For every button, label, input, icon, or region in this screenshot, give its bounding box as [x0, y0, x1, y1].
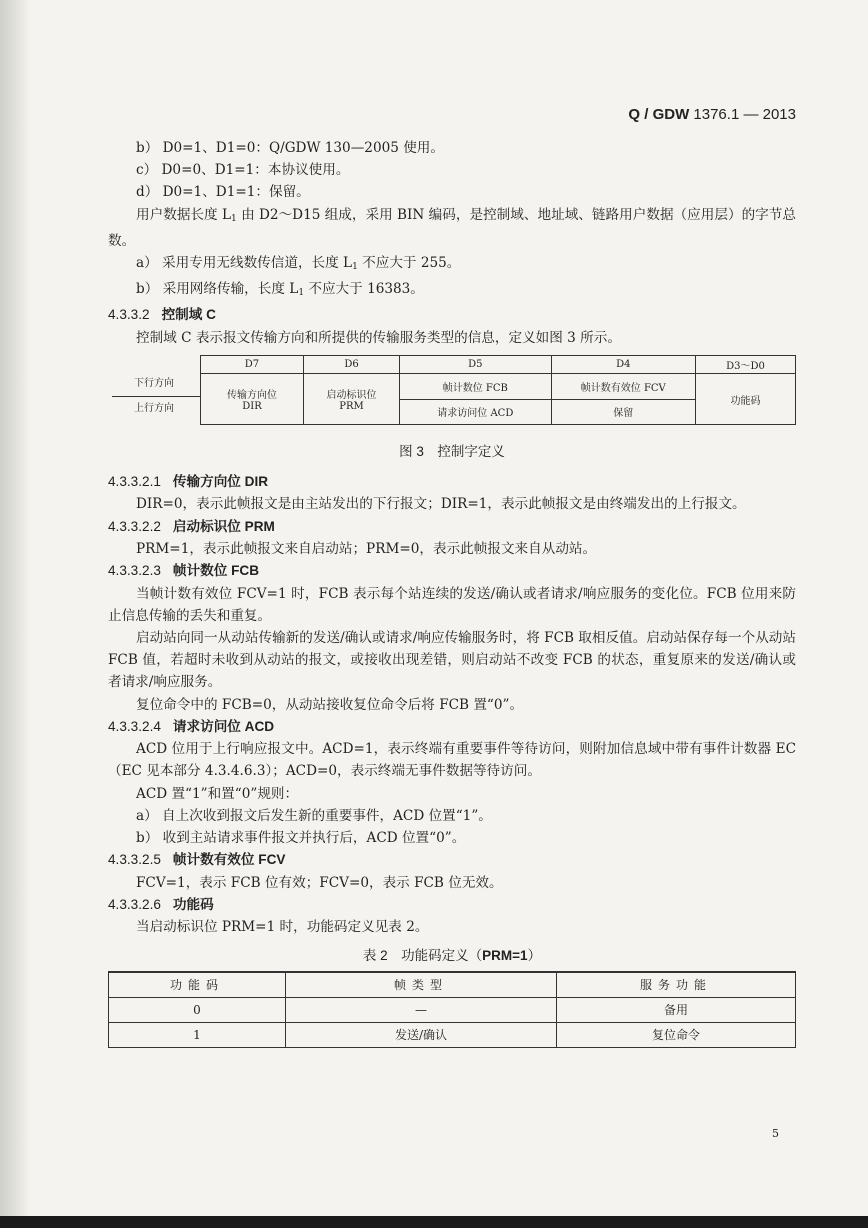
bit-header: D3～D0 — [696, 356, 796, 374]
table-cell: — — [286, 997, 557, 1022]
figure-control-word — [108, 355, 796, 435]
page-number: 5 — [772, 1127, 779, 1140]
paragraph: FCV=1，表示 FCB 位有效；FCV=0，表示 FCB 位无效。 — [136, 874, 503, 891]
column-header: 功能码 — [109, 972, 286, 998]
bit-header: D6 — [303, 356, 399, 374]
table-cell: 复位命令 — [557, 1022, 796, 1047]
paragraph: 当启动标识位 PRM=1 时，功能码定义见表 2。 — [136, 919, 429, 936]
section-heading: 4.3.3.2.3 帧计数位 FCB — [108, 563, 260, 579]
scan-bottom-edge — [0, 1216, 868, 1228]
list-item: a） 自上次收到报文后发生新的重要事件，ACD 位置“1”。 — [136, 807, 492, 824]
table-cell: 备用 — [557, 997, 796, 1022]
paragraph: PRM=1，表示此帧报文来自启动站；PRM=0，表示此帧报文来自从动站。 — [136, 541, 597, 558]
document-body — [108, 137, 796, 1048]
column-header: 服务功能 — [557, 972, 796, 998]
section-heading: 4.3.3.2.1 传输方向位 DIR — [108, 474, 269, 490]
table-caption: 表 2 功能码定义（PRM=1） — [362, 947, 542, 963]
table-row — [109, 997, 796, 1022]
fcv-cell: 帧计数有效位 FCV — [551, 374, 696, 400]
list-item: b） 收到主站请求事件报文并执行后，ACD 位置“0”。 — [136, 830, 466, 847]
control-word-table — [200, 355, 796, 425]
paragraph: ACD 置“1”和置“0”规则： — [136, 785, 299, 802]
paragraph-length: 用户数据长度 $L_1$ 由 D2～D15 组成，采用 BIN 编码，是控制域、地址域、链路用户数据（应用层）的字节总数。 — [108, 206, 796, 249]
function-code-table — [108, 971, 796, 1048]
paragraph: DIR=0，表示此帧报文是由主站发出的下行报文；DIR=1，表示此帧报文是由终端发出的上行报文。 — [136, 496, 746, 513]
table-row — [109, 1022, 796, 1047]
paragraph: ACD 位用于上行响应报文中。ACD=1，表示终端有重要事件等待访问，则附加信息域中带有事件计数器 EC（EC 见本部分 4.3.4.6.3）；ACD=0，表示终端无事件数据等待访问。 — [108, 741, 796, 780]
section-heading: 4.3.3.2 控制域 C — [108, 307, 216, 323]
list-item: b） 采用网络传输，长度 $L_1$ 不应大于 16383。 — [136, 281, 424, 299]
section-heading: 4.3.3.2.2 启动标识位 PRM — [108, 518, 275, 534]
row-label-down: 下行方向 — [134, 378, 174, 390]
page-binding-shadow — [0, 0, 30, 1228]
table-cell: 0 — [109, 997, 286, 1022]
reserved-cell: 保留 — [551, 399, 696, 425]
bit-header: D5 — [400, 356, 551, 374]
table-cell: 发送/确认 — [286, 1022, 557, 1047]
list-item: d） D0=1、D1=1：保留。 — [136, 184, 310, 201]
list-item: c） D0=0、D1=1：本协议使用。 — [136, 162, 350, 179]
paragraph: 启动站向同一从动站传输新的发送/确认或请求/响应传输服务时，将 FCB 取相反值。启动站保存每一个从动站 FCB 值，若超时未收到从动站的报文，或接收出现差错，则启动站不改变 FCB 的状态，重复原来的发送/确认或者请求/响应服务。 — [108, 630, 796, 691]
table-cell: 1 — [109, 1022, 286, 1047]
table-header-row — [109, 972, 796, 998]
section-heading: 4.3.3.2.6 功能码 — [108, 896, 214, 912]
fcb-cell: 帧计数位 FCB — [400, 374, 551, 400]
column-header: 帧类型 — [286, 972, 557, 998]
bit-header: D7 — [201, 356, 304, 374]
standard-code: Q / GDW — [628, 106, 690, 123]
acd-cell: 请求访问位 ACD — [400, 399, 551, 425]
section-heading: 4.3.3.2.5 帧计数有效位 FCV — [108, 852, 286, 868]
page-header — [628, 106, 796, 123]
bit-header: D4 — [551, 356, 696, 374]
paragraph: 复位命令中的 FCB=0，从动站接收复位命令后将 FCB 置“0”。 — [136, 696, 524, 713]
prm-cell: 启动标识位 PRM — [303, 374, 399, 425]
figure-row-labels — [108, 372, 200, 421]
standard-number: 1376.1 — 2013 — [693, 106, 796, 123]
figure-caption: 图 3 控制字定义 — [399, 444, 505, 460]
dir-cell: 传输方向位 DIR — [201, 374, 304, 425]
paragraph: 控制域 C 表示报文传输方向和所提供的传输服务类型的信息，定义如图 3 所示。 — [136, 329, 621, 346]
paragraph: 当帧计数有效位 FCV=1 时，FCB 表示每个站连续的发送/确认或者请求/响应服务的变化位。FCB 位用来防止信息传输的丢失和重复。 — [108, 585, 796, 624]
list-item: a） 采用专用无线数传信道，长度 $L_1$ 不应大于 255。 — [136, 255, 461, 273]
list-item: b） D0=1、D1=0：Q/GDW 130—2005 使用。 — [136, 140, 444, 156]
row-label-up: 上行方向 — [134, 403, 174, 415]
section-heading: 4.3.3.2.4 请求访问位 ACD — [108, 718, 275, 734]
function-code-cell: 功能码 — [696, 374, 796, 425]
